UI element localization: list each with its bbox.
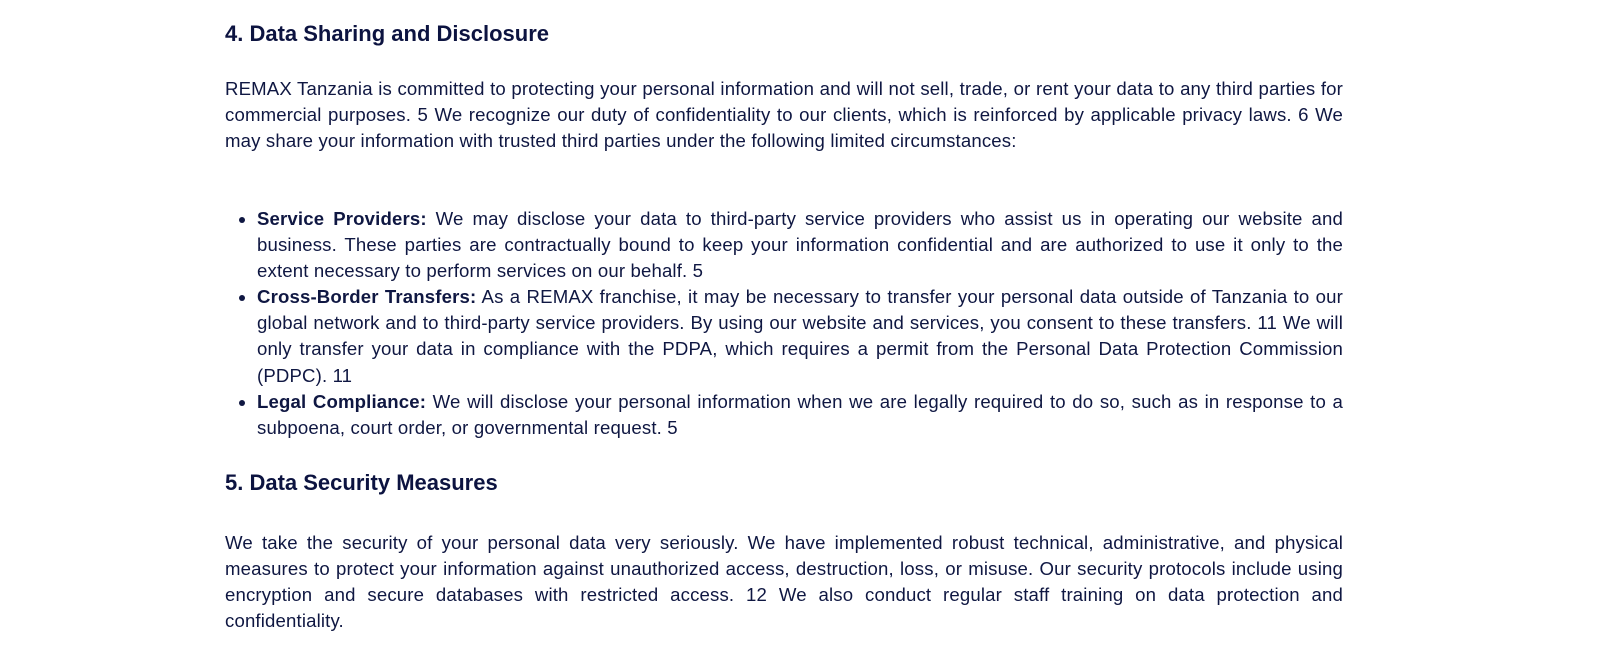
list-item-text: As a REMAX franchise, it may be necessary to transfer your personal data outside of Tanzania to our global network and to third-party service providers. By using our website and services, you consent to these transfers. 11 We will only transfer your data in compliance with the PDPA, which requires a permit from the Personal Data Protection Commission (PDPC). 11 [257, 286, 1343, 386]
list-item-service-providers [257, 206, 1343, 284]
list-item-legal-compliance [257, 389, 1343, 441]
list-item-label: Service Providers: [257, 208, 427, 229]
data-sharing-paragraph: REMAX Tanzania is committed to protecting your personal information and will not sell, trade, or rent your data to any third parties for commercial purposes. 5 We recognize our duty of confidentiality to our clients, which is reinforced by applicable privacy laws. 6 We may share your information with trusted third parties under the following limited circumstances: [225, 78, 1343, 152]
list-item-label: Cross-Border Transfers: [257, 286, 477, 308]
section-heading-data-security: 5. Data Security Measures [225, 470, 498, 495]
sharing-circumstances-list [225, 206, 1343, 441]
list-item-text: We may disclose your data to third-party service providers who assist us in operating our website and business. These parties are contractually bound to keep your information confidential and are authorized to use it only to the extent necessary to perform services on our behalf. 5 [257, 208, 1343, 282]
list-item-cross-border [257, 284, 1343, 388]
section-heading-data-sharing: 4. Data Sharing and Disclosure [225, 21, 549, 46]
data-security-paragraph: We take the security of your personal data very seriously. We have implemented robust technical, administrative, and physical measures to protect your information against unauthorized access, destruction, loss, or misuse. Our security protocols include using encryption and secure databases with restricted access. 12 We also conduct regular staff training on data protection and confidentiality. [225, 532, 1343, 632]
list-item-text: We will disclose your personal information when we are legally required to do so, such as in response to a subpoena, court order, or governmental request. 5 [257, 390, 1343, 438]
list-item-label: Legal Compliance: [257, 390, 427, 412]
